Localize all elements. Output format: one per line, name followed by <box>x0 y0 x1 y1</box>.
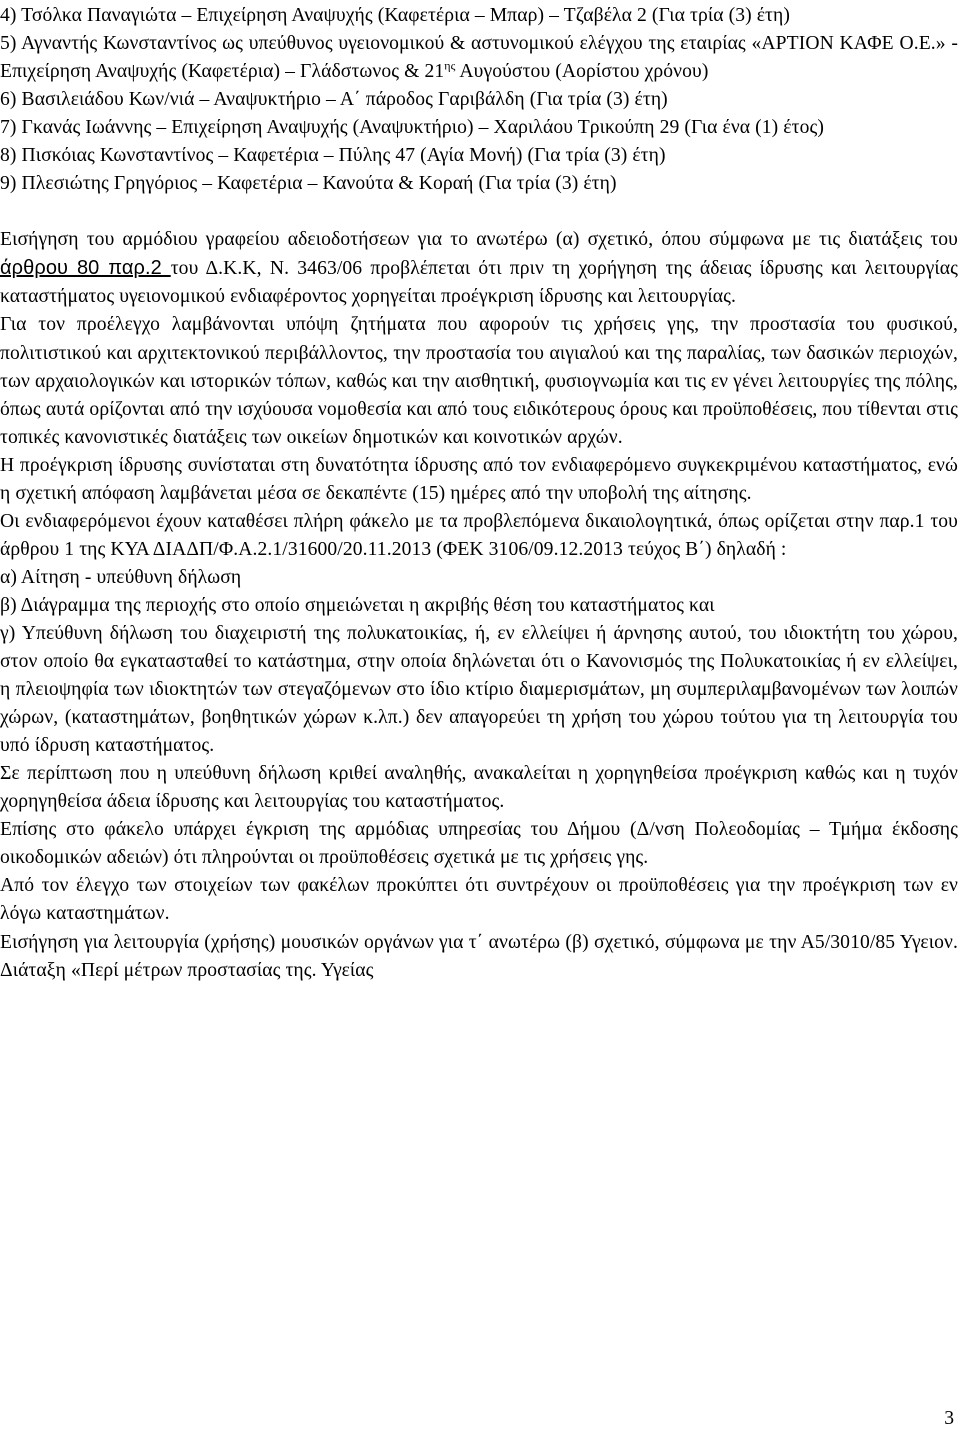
conclusion-paragraph: Από τον έλεγχο των στοιχείων των φακέλων προκύπτει ότι συντρέχουν οι προϋποθέσεις για την προέγκριση των εν λόγω καταστημάτων. <box>0 875 958 925</box>
list-item: 4) Τσόλκα Παναγιώτα – Επιχείρηση Αναψυχής (Καφετέρια – Μπαρ) – Τζαβέλα 2 (Για τρία (3) έτη) <box>0 5 790 26</box>
list-item: 7) Γκανάς Ιωάννης – Επιχείρηση Αναψυχής (Αναψυκτήριο) – Χαριλάου Τρικούπη 29 (Για ένα (1) έτος) <box>0 117 824 139</box>
list-item: 6) Βασιλειάδου Κων/νιά – Αναψυκτήριο – Α΄ πάροδος Γαριβάλδη (Για τρία (3) έτη) <box>0 89 668 111</box>
preapproval-paragraph: Η προέγκριση ίδρυσης συνίσταται στη δυνατότητα ίδρυσης από τον ενδιαφερόμενο συγκεκριμένου καταστήματος, ενώ η σχετική απόφαση λαμβάνεται μέσα σε δεκαπέντε (15) ημέρες από την υποβολή της αίτησης. <box>0 454 958 504</box>
paragraph-text: Εισήγηση του αρμόδιου γραφείου αδειοδοτήσεων για το ανωτέρω (α) σχετικό, όπου σύμφωνα με τις διατάξεις του <box>0 229 958 251</box>
list-item: 8) Πισκόιας Κωνσταντίνος – Καφετέρια – Πύλης 47 (Αγία Μονή) (Για τρία (3) έτη) <box>0 145 666 167</box>
file-paragraph: Οι ενδιαφερόμενοι έχουν καταθέσει πλήρη φάκελο με τα προβλεπόμενα δικαιολογητικά, όπως ορίζεται στην παρ.1 του άρθρου 1 της ΚΥΑ ΔΙΑΔΠ/Φ.Α.2.1/31600/20.11.2013 (ΦΕΚ 3106/09.12.2013 τεύχος Β΄) δηλαδή : <box>0 510 958 560</box>
paragraph-spacer <box>0 198 958 226</box>
recommendation-paragraph <box>0 226 958 311</box>
requirement-a: α) Αίτηση - υπεύθυνη δήλωση <box>0 566 242 588</box>
ordinal-superscript: ης <box>444 58 456 73</box>
list-item-text: Αυγούστου (Αορίστου χρόνου) <box>455 61 709 83</box>
municipal-approval-paragraph: Επίσης στο φάκελο υπάρχει έγκριση της αρμόδιας υπηρεσίας του Δήμου (Δ/νση Πολεοδομίας – Τμήμα έκδοσης οικοδομικών αδειών) ότι πληρούνται οι προϋποθέσεις σχετικά με τις χρήσεις γης. <box>0 819 958 869</box>
paragraph-text: του Δ.Κ.Κ, Ν. 3463/06 προβλέπεται ότι πριν τη χορήγηση της άδειας ίδρυσης και λειτουργίας καταστήματος υγειονομικού ενδιαφέροντος χορηγείται προέγκριση ίδρυσης και λειτουργίας. <box>0 258 958 308</box>
precheck-paragraph: Για τον προέλεγχο λαμβάνονται υπόψη ζητήματα που αφορούν τις χρήσεις γης, την προστασία του φυσικού, πολιτιστικού και αρχιτεκτονικού περιβάλλοντος, την προστασία του αιγιαλού και της παραλίας, των δασικών περιοχών, των αρχαιολογικών και ιστορικών τόπων, καθώς και την αισθητική, φυσιογνωμία και τις εν γένει λειτουργίες της πόλης, όπως αυτά ορίζονται από την ισχύουσα νομοθεσία και από τους ειδικότερους όρους και προϋποθέσεις, που τίθενται στις τοπικές κανονιστικές διατάξεις των οικείων δημοτικών και κοινοτικών αρχών. <box>0 314 958 448</box>
music-instruments-paragraph: Εισήγηση για λειτουργία (χρήσης) μουσικών οργάνων για τ΄ ανωτέρω (β) σχετικό, σύμφωνα με την Α5/3010/85 Υγειον. Διάταξη «Περί μέτρων προστασίας της. Υγείας <box>0 931 958 981</box>
requirement-c: γ) Υπεύθυνη δήλωση του διαχειριστή της πολυκατοικίας, ή, εν ελλείψει ή άρνησης αυτού, του ιδιοκτήτη του χώρου, στον οποίο θα εγκατασταθεί το κατάστημα, στην οποία δηλώνεται ότι ο Κανονισμός της Πολυκατοικίας ή εν ελλείψει, η πλειοψηφία των ιδιοκτητών των στεγαζόμενων στο ίδιο κτίριο διαμερισμάτων, μη συμπεριλαμβανομένων των λοιπών χώρων, (καταστημάτων, βοηθητικών χώρων κ.λπ.) δεν απαγορεύει τη χρήση του χώρου τούτου για τη λειτουργία του υπό ίδρυση καταστήματος. <box>0 622 958 757</box>
list-item-text: 5) Αγναντής Κωνσταντίνος ως υπεύθυνος υγειονομικού & αστυνομικού ελέγχου της εταιρίας «ΑΡΤΙΟΝ ΚΑΦΕ Ο.Ε.» - Επιχείρηση Αναψυχής (Καφετέρια) – Γλάδστωνος & 21 <box>0 33 958 83</box>
law-article-link[interactable]: άρθρου 80 παρ.2 <box>0 257 171 280</box>
document-body <box>0 2 958 985</box>
false-declaration-paragraph: Σε περίπτωση που η υπεύθυνη δήλωση κριθεί αναληθής, ανακαλείται η χορηγηθείσα προέγκριση καθώς και η τυχόν χορηγηθείσα άδεια ίδρυσης και λειτουργίας του καταστήματος. <box>0 763 958 813</box>
requirement-b: β) Διάγραμμα της περιοχής στο οποίο σημειώνεται η ακριβής θέση του καταστήματος και <box>0 594 715 616</box>
list-item <box>0 30 958 86</box>
page-number: 3 <box>944 1408 954 1429</box>
list-item: 9) Πλεσιώτης Γρηγόριος – Καφετέρια – Κανούτα & Κοραή (Για τρία (3) έτη) <box>0 173 617 195</box>
